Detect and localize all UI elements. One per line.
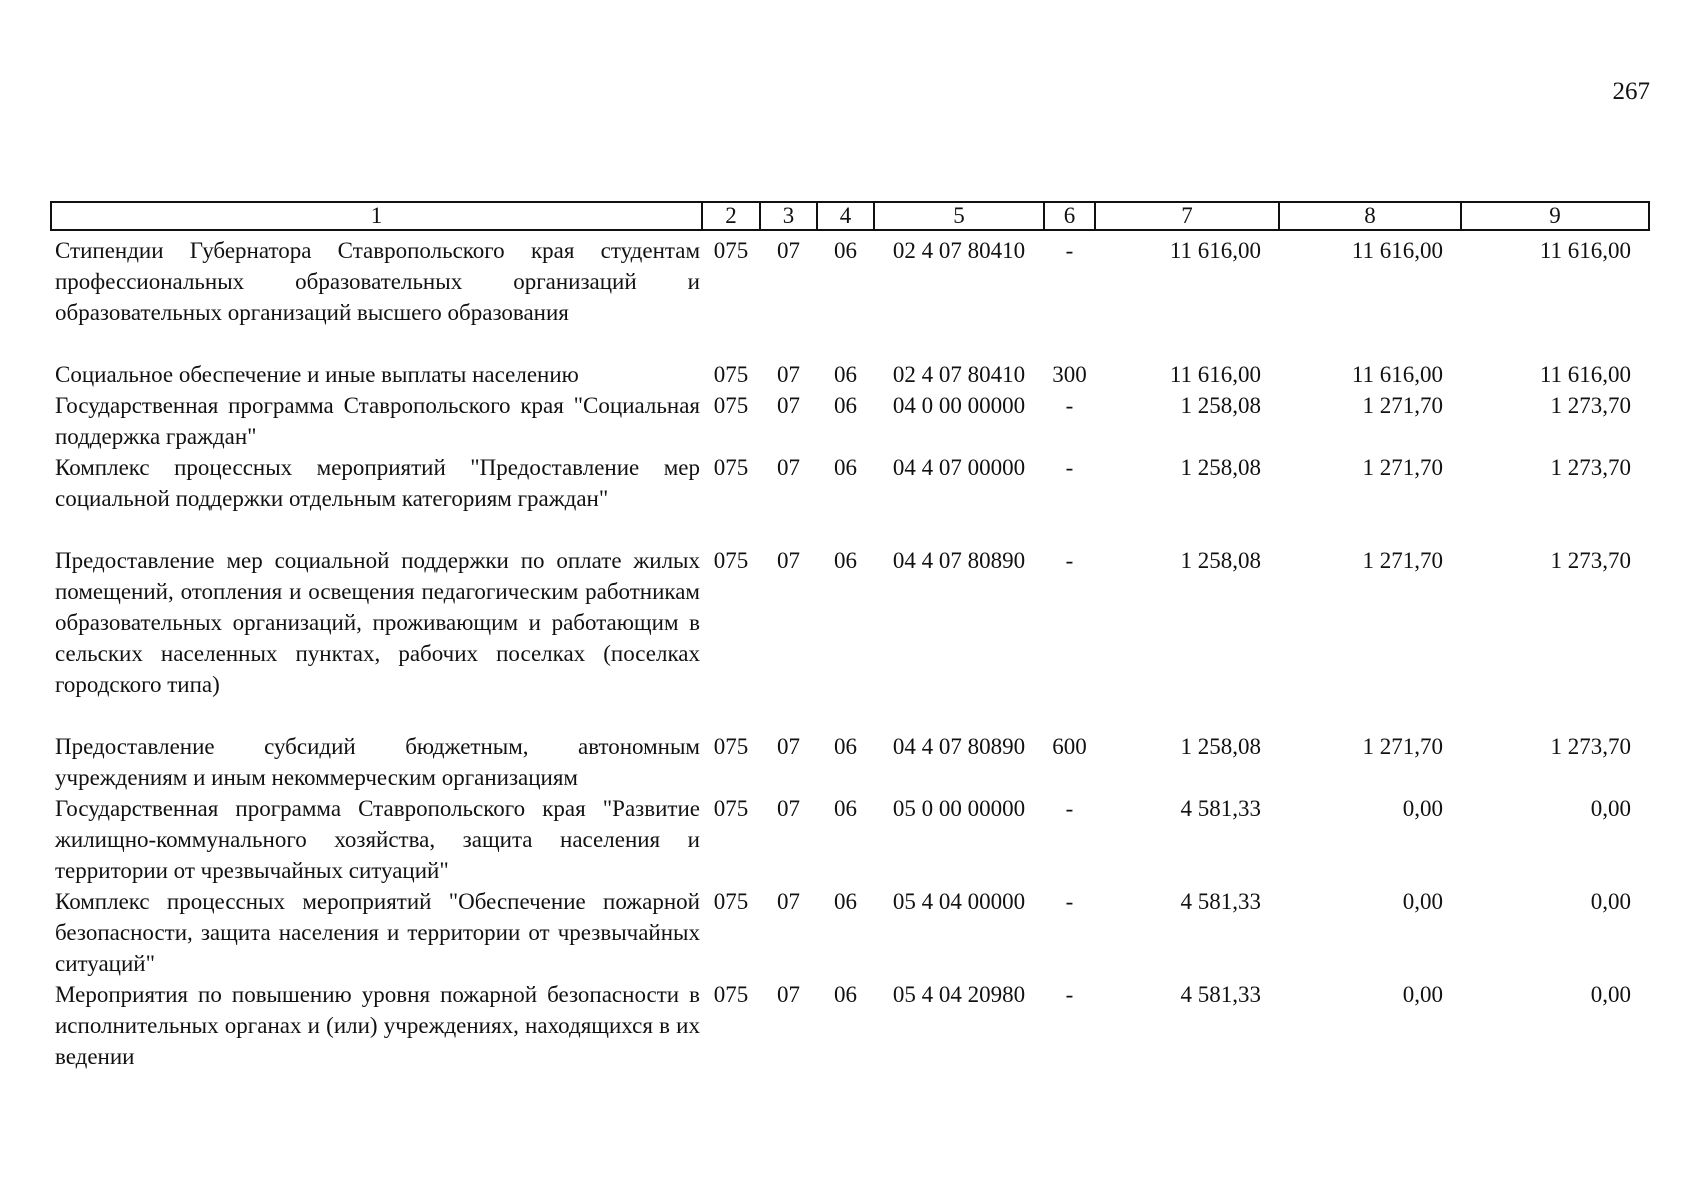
row-ministry-code: 075 [713,238,749,263]
row-expense-type: - [1065,982,1074,1007]
row-expense-type: - [1065,455,1074,480]
row-amount-year3: 0,00 [1590,889,1631,914]
row-amount-year3: 11 616,00 [1539,238,1631,263]
row-ministry-code: 075 [713,982,749,1007]
row-amount-year2: 1 271,70 [1362,455,1443,480]
row-target-article: 02 4 07 80410 [892,238,1026,263]
row-target-article: 05 4 04 20980 [892,982,1026,1007]
row-amount-year2: 1 271,70 [1362,393,1443,418]
row-ministry-code: 075 [713,889,749,914]
row-amount-year1: 11 616,00 [1169,362,1261,387]
column-header: 7 [1095,202,1279,230]
table-row [51,390,1649,452]
row-expense-type: 300 [1052,362,1087,387]
row-ministry-code: 075 [713,734,749,759]
row-subsection-code: 06 [834,548,857,573]
row-amount-year1: 1 258,08 [1180,548,1261,573]
row-amount-year3: 1 273,70 [1550,734,1631,759]
row-expense-type: - [1065,889,1074,914]
row-expense-type: - [1065,796,1074,821]
row-amount-year2: 1 271,70 [1362,548,1443,573]
row-target-article: 04 4 07 80890 [892,548,1026,573]
row-target-article: 04 4 07 00000 [892,455,1026,480]
row-section-code: 07 [777,734,800,759]
row-amount-year3: 0,00 [1590,982,1631,1007]
row-amount-year2: 1 271,70 [1362,734,1443,759]
row-target-article: 05 4 04 00000 [892,889,1026,914]
row-amount-year1: 11 616,00 [1169,238,1261,263]
row-section-code: 07 [777,362,800,387]
column-header: 5 [874,202,1044,230]
row-amount-year1: 4 581,33 [1180,796,1261,821]
row-section-code: 07 [777,393,800,418]
row-amount-year2: 11 616,00 [1351,362,1443,387]
row-subsection-code: 06 [834,982,857,1007]
row-amount-year3: 1 273,70 [1550,548,1631,573]
row-subsection-code: 06 [834,796,857,821]
column-header: 2 [702,202,760,230]
row-description: Предоставление мер социальной поддержки по оплате жилых помещений, отопления и освещения педагогическим работникам образовательных организаций, проживающим и работающим в сельских населенных пунктах, рабочих поселках (поселках городского типа) [55,548,700,697]
page-number: 267 [1612,78,1650,105]
row-description: Комплекс процессных мероприятий "Предоставление мер социальной поддержки отдельным категориям граждан" [55,455,700,511]
budget-table [50,201,1650,1072]
row-amount-year3: 11 616,00 [1539,362,1631,387]
row-ministry-code: 075 [713,362,749,387]
table-row [51,979,1649,1072]
row-section-code: 07 [777,889,800,914]
column-header: 1 [51,202,702,230]
row-amount-year2: 0,00 [1402,982,1443,1007]
table-row [51,235,1649,359]
row-amount-year1: 4 581,33 [1180,982,1261,1007]
row-amount-year3: 1 273,70 [1550,393,1631,418]
row-description: Комплекс процессных мероприятий "Обеспечение пожарной безопасности, защита населения и территории от чрезвычайных ситуаций" [55,889,700,976]
row-subsection-code: 06 [834,362,857,387]
row-amount-year1: 4 581,33 [1180,889,1261,914]
row-ministry-code: 075 [713,455,749,480]
row-target-article: 04 4 07 80890 [892,734,1026,759]
row-amount-year2: 0,00 [1402,889,1443,914]
row-section-code: 07 [777,238,800,263]
row-description: Предоставление субсидий бюджетным, автономным учреждениям и иным некоммерческим организациям [55,734,700,790]
row-target-article: 02 4 07 80410 [892,362,1026,387]
row-expense-type: 600 [1052,734,1087,759]
row-section-code: 07 [777,796,800,821]
table-row [51,886,1649,979]
row-description: Мероприятия по повышению уровня пожарной безопасности в исполнительных органах и (или) учреждениях, находящихся в их ведении [55,982,700,1069]
row-section-code: 07 [777,548,800,573]
header-row [51,202,1649,230]
column-header: 4 [817,202,874,230]
row-amount-year3: 0,00 [1590,796,1631,821]
table-row [51,359,1649,390]
table-row [51,793,1649,886]
column-header: 6 [1044,202,1095,230]
row-description: Государственная программа Ставропольского края "Развитие жилищно-коммунального хозяйства, защита населения и территории от чрезвычайных ситуаций" [55,796,700,883]
column-header: 9 [1461,202,1649,230]
table-header [51,202,1649,230]
table-body [51,230,1649,1072]
column-header: 3 [760,202,817,230]
column-header: 8 [1279,202,1461,230]
row-subsection-code: 06 [834,238,857,263]
table-row [51,731,1649,793]
row-subsection-code: 06 [834,393,857,418]
row-description: Социальное обеспечение и иные выплаты населению [55,362,579,387]
row-expense-type: - [1065,548,1074,573]
row-section-code: 07 [777,982,800,1007]
row-target-article: 05 0 00 00000 [892,796,1026,821]
row-expense-type: - [1065,393,1074,418]
row-amount-year2: 0,00 [1402,796,1443,821]
row-ministry-code: 075 [713,796,749,821]
row-section-code: 07 [777,455,800,480]
row-ministry-code: 075 [713,393,749,418]
row-subsection-code: 06 [834,734,857,759]
row-subsection-code: 06 [834,455,857,480]
row-amount-year1: 1 258,08 [1180,455,1261,480]
row-amount-year3: 1 273,70 [1550,455,1631,480]
row-expense-type: - [1065,238,1074,263]
table-row [51,452,1649,545]
row-ministry-code: 075 [713,548,749,573]
row-amount-year2: 11 616,00 [1351,238,1443,263]
row-description: Государственная программа Ставропольского края "Социальная поддержка граждан" [55,393,700,449]
table-row [51,545,1649,731]
row-amount-year1: 1 258,08 [1180,393,1261,418]
row-target-article: 04 0 00 00000 [892,393,1026,418]
row-subsection-code: 06 [834,889,857,914]
row-amount-year1: 1 258,08 [1180,734,1261,759]
row-description: Стипендии Губернатора Ставропольского края студентам профессиональных образовательных организаций и образовательных организаций высшего образования [55,238,700,325]
